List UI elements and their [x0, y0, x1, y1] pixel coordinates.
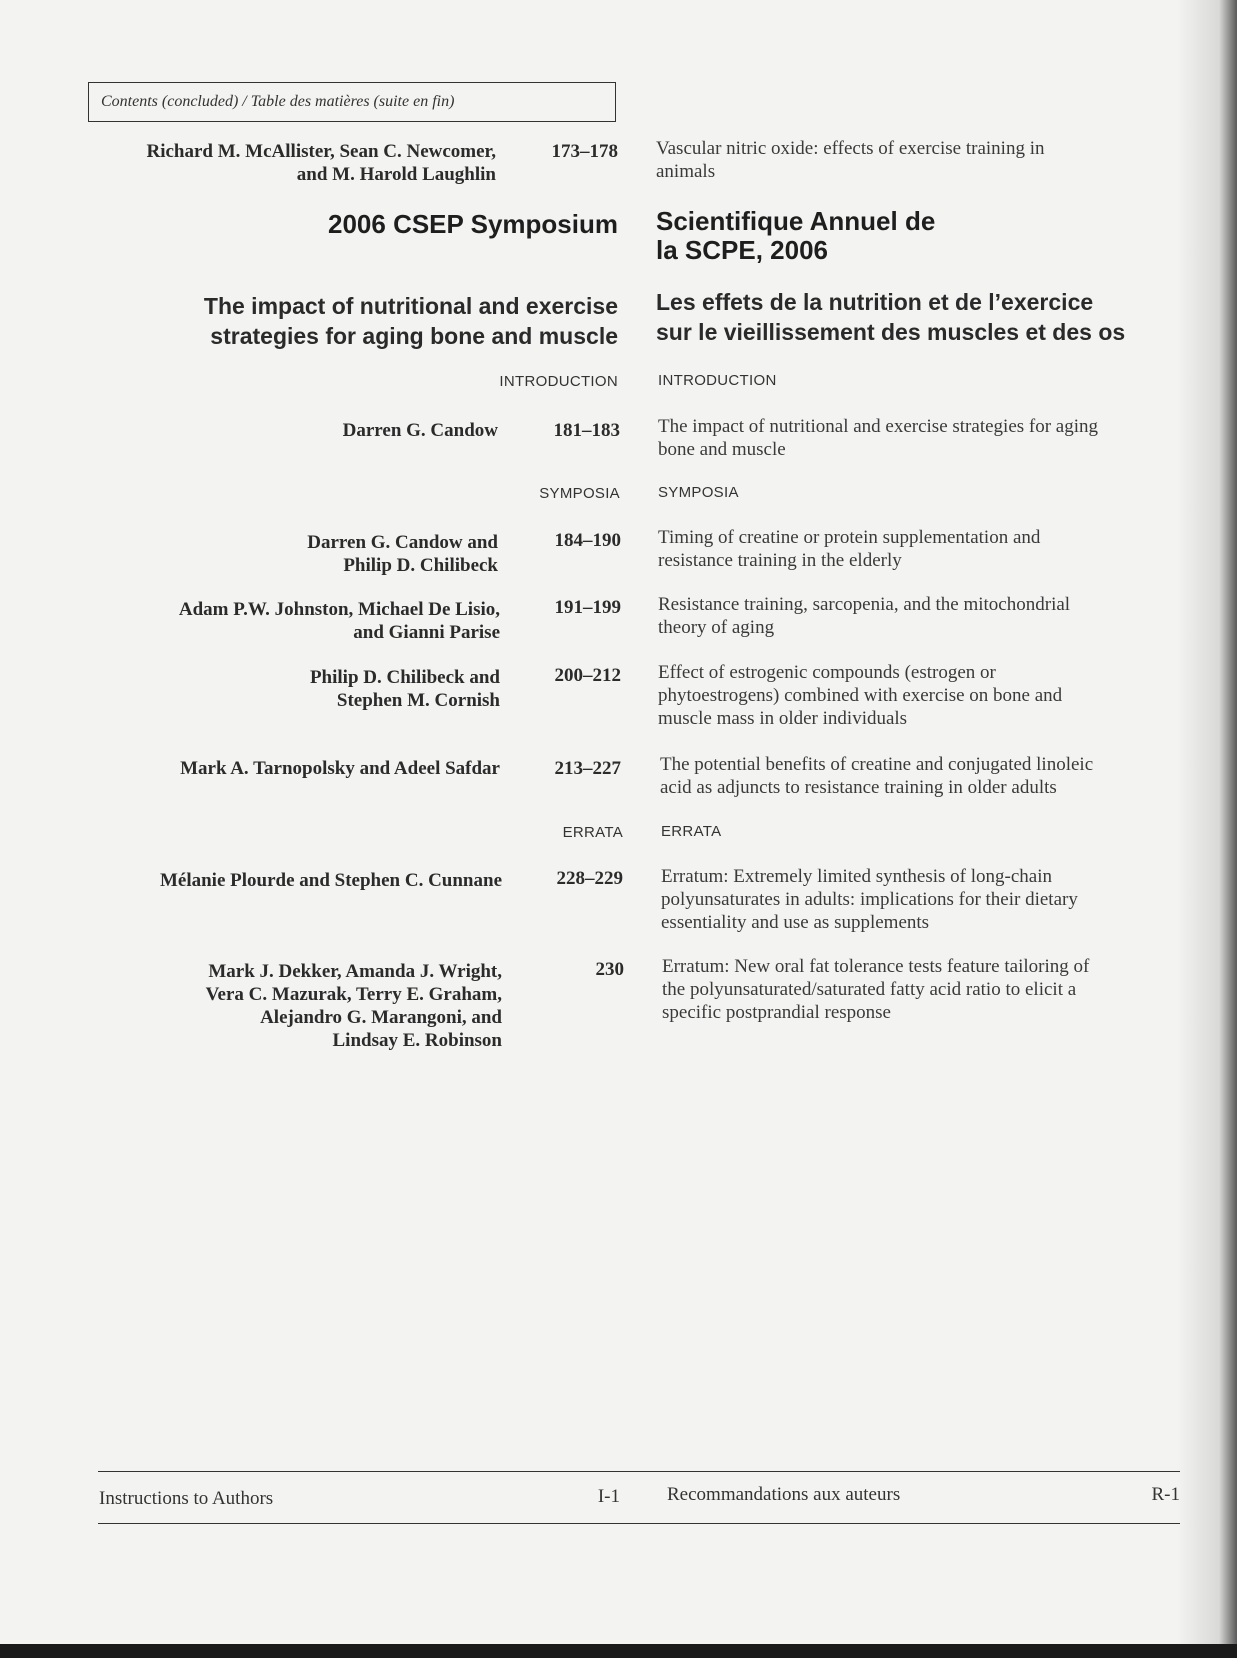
entry-authors — [60, 531, 498, 577]
title-line: Timing of creatine or protein supplementation and — [658, 527, 1041, 548]
entry-authors — [60, 419, 498, 442]
entry-pages: 213–227 — [554, 758, 621, 779]
entry-authors — [60, 140, 496, 186]
contents-header-box — [88, 82, 616, 122]
entry-authors — [60, 666, 500, 712]
symposium-subtitle-fr — [656, 287, 1196, 347]
title-line: Erratum: New oral fat tolerance tests feature tailoring of — [662, 956, 1090, 977]
heading-line: Scientifique Annuel de — [656, 206, 936, 236]
symposium-subtitle-en — [100, 291, 618, 351]
entry-pages: 184–190 — [554, 530, 621, 551]
author-line: Mark A. Tarnopolsky and Adeel Safdar — [180, 758, 500, 779]
entry-pages: 228–229 — [556, 868, 623, 889]
author-line: Adam P.W. Johnston, Michael De Lisio, — [178, 599, 500, 620]
footer-rule-top — [98, 1471, 1180, 1472]
title-line: polyunsaturates in adults: implications for their dietary — [661, 889, 1078, 910]
author-line: Vera C. Mazurak, Terry E. Graham, — [205, 984, 502, 1005]
footer-pages-en: I-1 — [597, 1486, 620, 1507]
author-line: Richard M. McAllister, Sean C. Newcomer, — [146, 141, 496, 162]
entry-pages: 173–178 — [551, 141, 618, 162]
title-line: specific postprandial response — [662, 1002, 891, 1023]
title-line: phytoestrogens) combined with exercise on bone and — [658, 685, 1063, 706]
section-label-introduction-en: INTRODUCTION — [499, 373, 618, 390]
title-line: theory of aging — [658, 617, 775, 638]
page-bottom-edge — [0, 1644, 1237, 1658]
title-line: The impact of nutritional and exercise strategies for aging — [658, 416, 1099, 437]
entry-authors — [40, 869, 502, 892]
entry-title — [658, 526, 1178, 572]
page-gutter-shadow — [1177, 0, 1237, 1658]
heading-line: strategies for aging bone and muscle — [210, 323, 618, 349]
title-line: muscle mass in older individuals — [658, 708, 908, 729]
title-line: Vascular nitric oxide: effects of exercise training in — [656, 138, 1045, 159]
author-line: Philip D. Chilibeck and — [309, 667, 500, 688]
title-line: essentiality and use as supplements — [661, 912, 930, 933]
entry-title — [661, 865, 1181, 934]
section-label-symposia-en: SYMPOSIA — [539, 485, 620, 502]
heading-line: sur le vieillissement des muscles et des os — [656, 319, 1126, 345]
heading-line: Les effets de la nutrition et de l’exercice — [656, 289, 1094, 315]
symposium-title-en: 2006 CSEP Symposium — [328, 209, 618, 239]
author-line: Alejandro G. Marangoni, and — [260, 1007, 502, 1028]
entry-authors — [60, 960, 502, 1052]
entry-title — [656, 137, 1176, 183]
author-line: Lindsay E. Robinson — [332, 1030, 502, 1051]
heading-line: The impact of nutritional and exercise — [203, 293, 618, 319]
author-line: Philip D. Chilibeck — [343, 555, 498, 576]
author-line: Darren G. Candow — [342, 420, 498, 441]
section-label-symposia-fr: SYMPOSIA — [658, 484, 739, 501]
entry-authors — [40, 757, 500, 780]
title-line: The potential benefits of creatine and conjugated linoleic — [660, 754, 1094, 775]
author-line: and Gianni Parise — [353, 622, 500, 643]
title-line: bone and muscle — [658, 439, 786, 460]
section-label-errata-en: ERRATA — [562, 824, 623, 841]
title-line: Erratum: Extremely limited synthesis of long-chain — [661, 866, 1052, 887]
entry-title — [658, 593, 1178, 639]
symposium-title-fr — [656, 207, 1176, 265]
author-line: Mélanie Plourde and Stephen C. Cunnane — [159, 870, 502, 891]
title-line: resistance training in the elderly — [658, 550, 902, 571]
author-line: Darren G. Candow and — [307, 532, 498, 553]
title-line: Resistance training, sarcopenia, and the mitochondrial — [658, 594, 1071, 615]
section-label-errata-fr: ERRATA — [661, 823, 722, 840]
entry-pages: 191–199 — [554, 597, 621, 618]
entry-pages: 181–183 — [553, 420, 620, 441]
author-line: Stephen M. Cornish — [336, 690, 500, 711]
footer-instructions-en: Instructions to Authors — [99, 1488, 274, 1509]
entry-title — [660, 753, 1200, 799]
entry-title — [662, 955, 1202, 1024]
entry-pages: 230 — [595, 959, 624, 980]
section-label-introduction-fr: INTRODUCTION — [658, 372, 777, 389]
title-line: the polyunsaturated/saturated fatty acid ratio to elicit a — [662, 979, 1077, 1000]
heading-line: la SCPE, 2006 — [656, 235, 828, 265]
title-line: animals — [656, 161, 716, 182]
entry-title — [658, 661, 1178, 730]
footer-rule-bottom — [98, 1523, 1180, 1524]
footer-pages-fr: R-1 — [1151, 1484, 1180, 1505]
entry-authors — [60, 598, 500, 644]
entry-pages: 200–212 — [554, 665, 621, 686]
footer-instructions-fr: Recommandations aux auteurs — [667, 1484, 901, 1505]
title-line: Effect of estrogenic compounds (estrogen or — [658, 662, 996, 683]
author-line: and M. Harold Laughlin — [296, 164, 496, 185]
author-line: Mark J. Dekker, Amanda J. Wright, — [208, 961, 502, 982]
title-line: acid as adjuncts to resistance training in older adults — [660, 777, 1057, 798]
entry-title — [658, 415, 1198, 461]
contents-header-label: Contents (concluded) / Table des matières (suite en fin) — [101, 93, 455, 110]
